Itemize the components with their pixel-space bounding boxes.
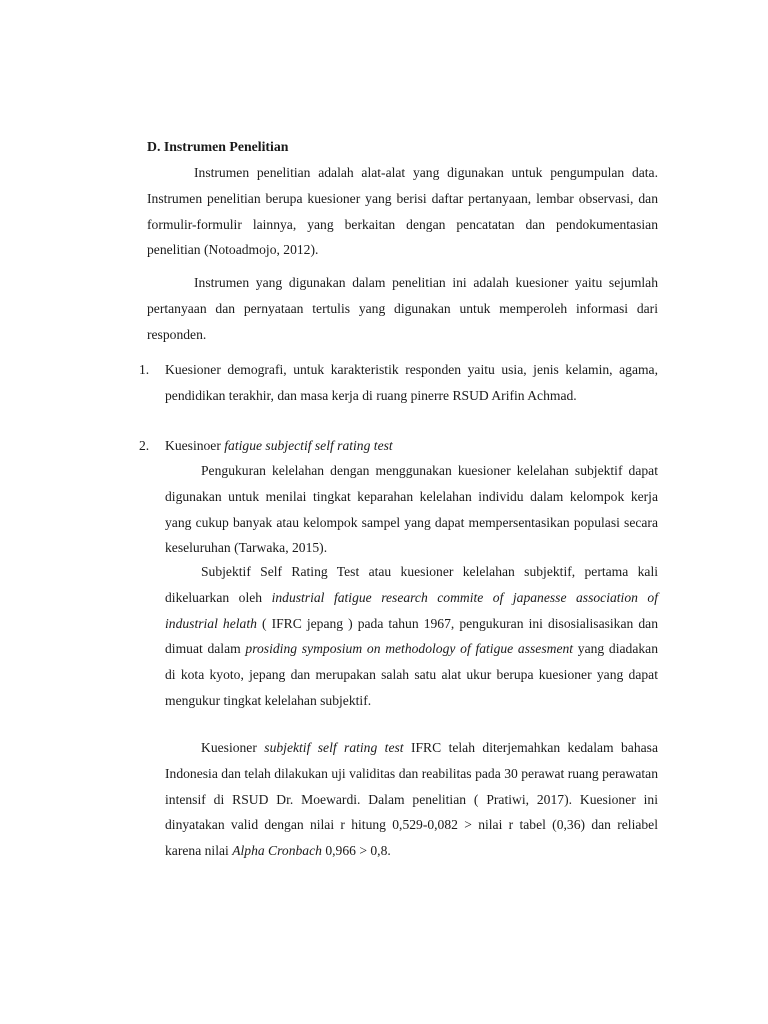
paragraph-instrument-definition: Instrumen penelitian adalah alat-alat yang digunakan untuk pengumpulan data. Instrumen penelitian berupa kuesioner yang berisi daftar pertanyaan, lembar observasi, dan formulir-formulir lainnya, yang berkaitan dengan pencatatan dan pendokumentasian penelitian (Notoadmojo, 2012). (147, 165, 658, 258)
text-run: IFRC telah diterjemahkan kedalam bahasa Indonesia dan telah dilakukan uji validitas dan reabilitas pada 30 perawat ruang perawatan intensif di RSUD Dr. Moewardi. Dalam penelitian ( Pratiwi, 2017). Kuesioner ini dinyatakan valid dengan nilai r hitung 0,529-0,082 > nilai r tabel (0,36) dan reliabel karena nilai (165, 740, 658, 859)
paragraph-srt-validity (165, 735, 658, 864)
italic-term: subjektif self rating test (264, 740, 404, 755)
list-item-number: 2. (139, 438, 150, 453)
text-run: Subjektif Self Rating Test atau kuesioner kelelahan subjektif, pertama kali dikeluarkan oleh (165, 564, 658, 605)
list-item-italic-term: fatigue subjectif self rating test (224, 438, 393, 453)
italic-term: prosiding symposium on methodology of fatigue assesment (245, 641, 574, 657)
list-item-fatigue-questionnaire (165, 433, 658, 459)
text-run: ( IFRC jepang ) pada tahun 1967, pengukuran ini disosialisasikan dan dimuat dalam (165, 615, 658, 657)
section-heading: D. Instrumen Penelitian (147, 139, 289, 154)
italic-term: Alpha Cronbach (232, 843, 322, 859)
text-run: yang diadakan di kota kyoto, jepang dan merupakan salah satu alat ukur berupa kuesioner yang dapat mengukur tingkat kelelahan subjektif. (165, 641, 658, 708)
text-run: 0,966 > 0,8. (321, 843, 391, 859)
italic-term: industrial fatigue research commite of japanesse association of industrial helath (165, 589, 658, 631)
list-item-number: 1. (139, 362, 150, 377)
paragraph-fatigue-measurement: Pengukuran kelelahan dengan menggunakan kuesioner kelelahan subjektif dapat digunakan untuk menilai tingkat keparahan kelelahan individu dalam kelompok kerja yang cukup banyak atau kelompok sampel yang dapat mempersentasikan populasi secara keseluruhan (Tarwaka, 2015). (165, 463, 658, 556)
paragraph-srt-origin (165, 559, 658, 714)
list-item-prefix: Kuesinoer (165, 438, 225, 453)
paragraph-instrument-used: Instrumen yang digunakan dalam penelitian ini adalah kuesioner yaitu sejumlah pertanyaan dan pernyataan tertulis yang digunakan untuk memperoleh informasi dari responden. (147, 275, 658, 342)
list-item-demographic-questionnaire: Kuesioner demografi, untuk karakteristik responden yaitu usia, jenis kelamin, agama, pendidikan terakhir, dan masa kerja di ruang pinerre RSUD Arifin Achmad. (165, 362, 658, 403)
text-run: Kuesioner (201, 740, 265, 755)
